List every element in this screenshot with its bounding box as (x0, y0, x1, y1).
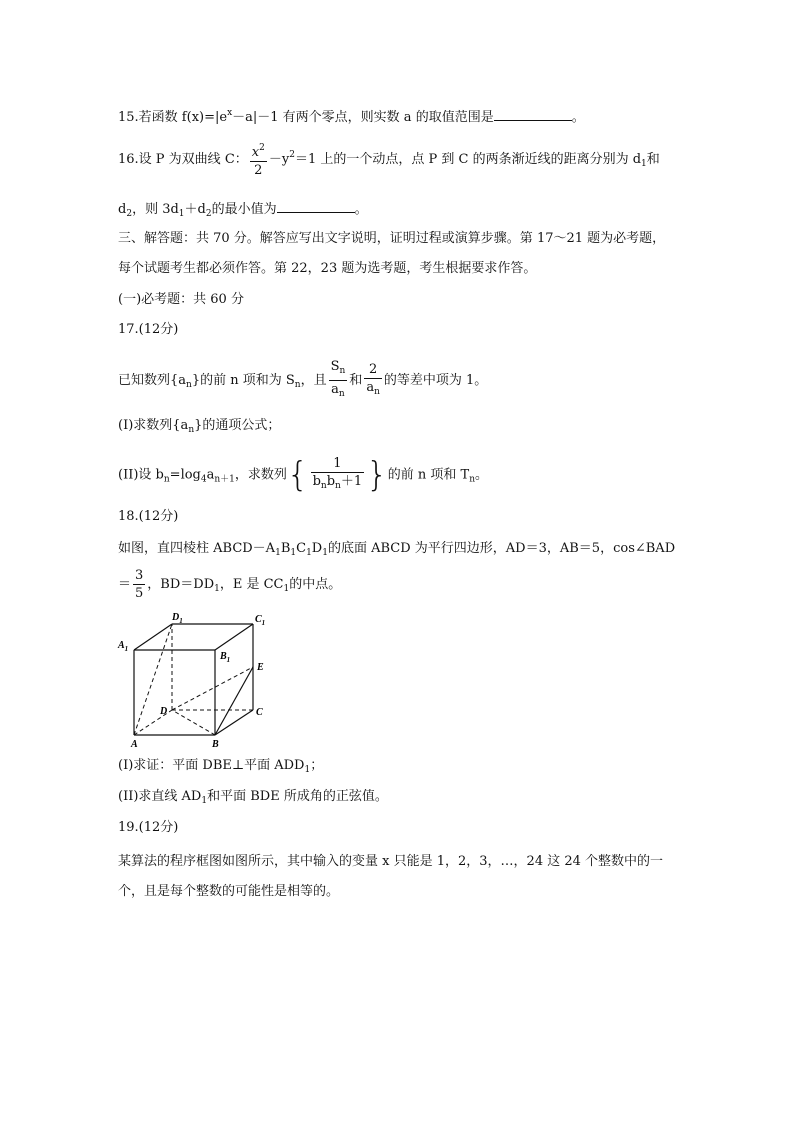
section-3-line-2: 每个试题考生都必须作答。第 22，23 题为选考题，考生根据要求作答。 (118, 261, 537, 276)
question-17-title: 17.(12分) (118, 322, 179, 337)
fraction-x2-over-2: $\frac{x^2}{2}$ (250, 140, 267, 179)
answer-blank-16[interactable] (277, 199, 355, 213)
question-18-part-2: (II)求直线 $AD_1$和平面 BDE 所成角的正弦值。 (118, 789, 388, 806)
question-17-part-1: (I)求数列$\{a_n\}$的通项公式； (118, 418, 281, 435)
label-E: E (257, 662, 264, 673)
question-18-stem-line-1: 如图，直四棱柱 $ABCD-A_1B_1C_1D_1$的底面 ABCD 为平行四边形，AD＝3，AB＝5，cos∠BAD (118, 541, 676, 558)
label-C: C (256, 707, 263, 718)
section-3-line-1: 三、解答题：共 70 分。解答应写出文字说明，证明过程或演算步骤。第 17～21 题为必考题， (118, 231, 666, 246)
prism-figure (112, 608, 282, 750)
question-17-part-2: (II)设 $b_n=\log_4a_{n+1}$，求数列{ $\frac{1}{b_nb_n+1}$ }的前 n 项和 $T_n$。 (118, 455, 488, 495)
edge-C-B (215, 710, 253, 735)
label-A: A (131, 739, 138, 750)
question-16-line-2: $d_2$，则 $3d_1+d_2$的最小值为 。 (118, 199, 368, 223)
label-D: D (160, 706, 168, 717)
hidden-segment-B-D (172, 710, 215, 735)
left-brace: { (286, 455, 309, 495)
label-B1: $B_1$ (220, 651, 231, 664)
question-19-stem-line-2: 个，且是每个整数的可能性是相等的。 (118, 884, 340, 899)
question-15: 15.若函数 $f(x)=|e^x-a|-1$ 有两个零点，则实数 a 的取值范围是 。 (118, 108, 585, 125)
label-D1: $D_1$ (172, 612, 183, 625)
fraction-sn-over-an: $\frac{S_n}{a_n}$ (330, 359, 346, 399)
edge-C1-B1 (215, 624, 253, 650)
fraction-1-over-bnbn1: $\frac{1}{b_nb_n+1}$ (312, 456, 363, 491)
fraction-2-over-an: $\frac{2}{a_n}$ (366, 361, 380, 397)
section-required-heading: (一)必考题：共 60 分 (118, 292, 244, 307)
question-18-stem-line-2: ＝ $\frac{3}{5}$ ，$BD=DD_1$，E 是 $CC_1$的中点。 (118, 568, 342, 601)
question-19-stem-line-1: 某算法的程序框图如图所示，其中输入的变量 x 只能是 1，2，3，…，24 这 24 个整数中的一 (118, 854, 664, 869)
edge-A1-D1 (134, 624, 172, 650)
label-B: B (212, 739, 219, 750)
question-16-line-1: 16.设 P 为双曲线 C： $\frac{x^2}{2}$ $-y^2=1$ 上的一个动点，点 P 到 C 的两条渐近线的距离分别为 $d_1$和 (118, 140, 660, 179)
question-18-part-1: (I)求证：平面 DBE⊥平面 $ADD_1$； (118, 758, 324, 775)
label-A1: $A_1$ (118, 640, 129, 653)
answer-blank-15[interactable] (494, 107, 572, 121)
label-C1: $C_1$ (255, 614, 266, 627)
question-17-stem: 已知数列$\{a_n\}$的前 n 项和为 $S_n$，且 $\frac{S_n}{a_n}$ 和 $\frac{2}{a_n}$ 的等差中项为 1。 (118, 358, 487, 403)
question-18-title: 18.(12分) (118, 509, 179, 524)
right-brace: } (366, 455, 388, 495)
fraction-3-over-5: $\frac{3}{5}$ (135, 568, 144, 601)
question-19-title: 19.(12分) (118, 820, 179, 835)
hidden-segment-A-D1 (134, 624, 172, 735)
